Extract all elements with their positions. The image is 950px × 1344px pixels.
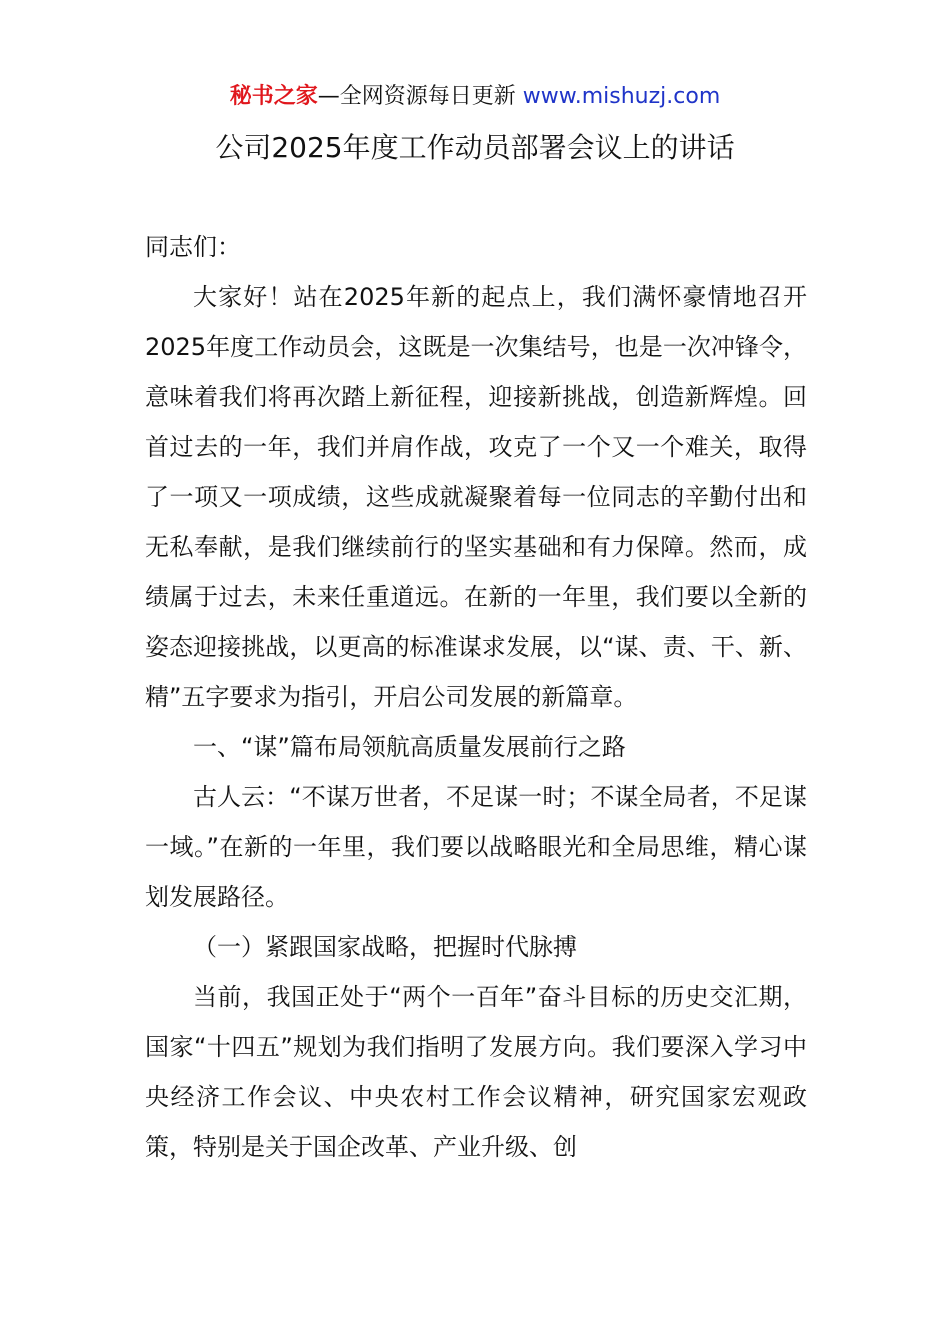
subsection-heading-1: （一）紧跟国家战略，把握时代脉搏 [193, 933, 577, 961]
paragraph-intro: 大家好！站在2025年新的起点上，我们满怀豪情地召开2025年度工作动员会，这既是一次集结号，也是一次冲锋令，意味着我们将再次踏上新征程，迎接新挑战，创造新辉煌。回首过去的一年，我们并肩作战，攻克了一个又一个难关，取得了一项又一项成绩，这些成就凝聚着每一位同志的辛勤付出和无私奉献，是我们继续前行的坚实基础和有力保障。然而，成绩属于过去，未来任重道远。在新的一年里，我们要以全新的姿态迎接挑战，以更高的标准谋求发展，以“谋、责、干、新、精”五字要求为指引，开启公司发展的新篇章。 [145, 283, 807, 711]
paragraph-strategy: 当前，我国正处于“两个一百年”奋斗目标的历史交汇期，国家“十四五”规划为我们指明了发展方向。我们要深入学习中央经济工作会议、中央农村工作会议精神，研究国家宏观政策，特别是关于国企改革、产业升级、创 [145, 983, 807, 1161]
brand-name: 秘书之家 [229, 84, 318, 109]
site-url-link[interactable]: www.mishuzj.com [522, 84, 721, 109]
paragraph-quote: 古人云：“不谋万世者，不足谋一时；不谋全局者，不足谋一域。”在新的一年里，我们要以战略眼光和全局思维，精心谋划发展路径。 [145, 783, 807, 911]
header-tagline: —全网资源每日更新 [317, 84, 516, 109]
document-title: 公司2025年度工作动员部署会议上的讲话 [215, 131, 735, 164]
salutation: 同志们： [145, 233, 241, 261]
document-body [145, 222, 807, 1172]
section-heading-1: 一、“谋”篇布局领航高质量发展前行之路 [193, 733, 626, 761]
site-header [0, 80, 950, 114]
